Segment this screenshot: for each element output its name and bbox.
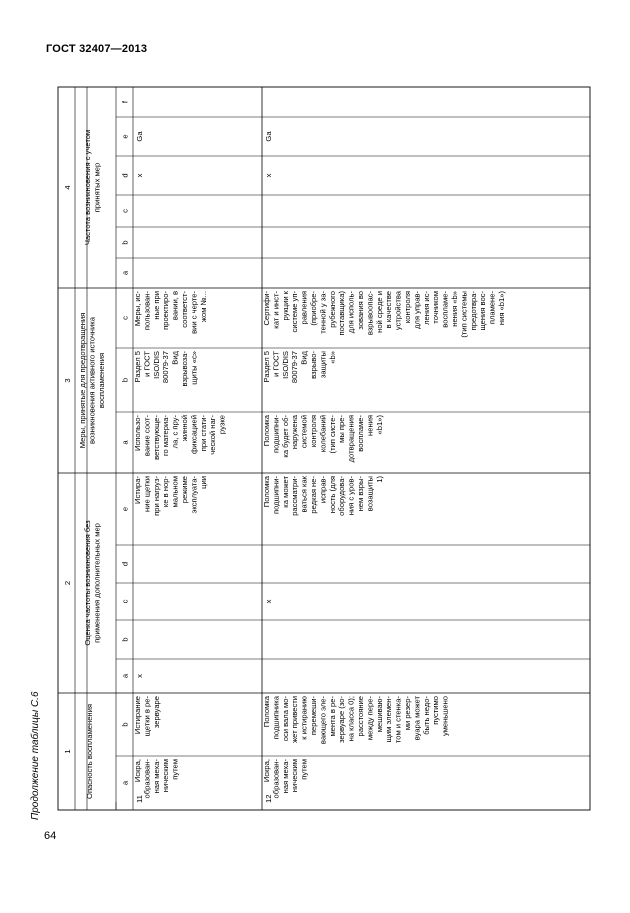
cell-documentation: системе уп-	[290, 291, 300, 333]
cell-documentation: Меры, ис-	[133, 291, 142, 327]
subcolumn-letter: b	[120, 377, 130, 383]
row-number: 12	[264, 794, 273, 803]
cell-frequency-justification: возащиты	[365, 476, 375, 512]
cell-standard-ref: 80079-37	[290, 351, 300, 384]
cell-documentation: (тип системы	[459, 291, 469, 338]
subcolumn-letter: b	[120, 240, 130, 245]
cell-documentation: Сертифи-	[262, 291, 271, 326]
page-number: 64	[44, 830, 57, 842]
cell-measure: контроля	[309, 415, 318, 448]
cell-documentation: жом №...	[198, 291, 208, 323]
cell-standard-ref: 80079-37	[161, 351, 171, 384]
cell-documentation: кат и инст-	[271, 291, 281, 329]
subcolumn-letter: c	[120, 316, 130, 320]
cell-standard-ref: щиты «с»	[189, 351, 199, 385]
cell-frequency-justification: ность (для	[327, 476, 337, 514]
cell-ignition-hazard: ная меха-	[280, 759, 290, 794]
group-number: 3	[63, 378, 72, 383]
subcolumn-letter: a	[120, 270, 130, 276]
cell-hazard-cause: вающего эле-	[318, 696, 328, 745]
group-number: 1	[63, 749, 72, 754]
cell-ignition-hazard: ническим	[161, 759, 171, 793]
cell-hazard-cause: том и стенка-	[393, 696, 403, 744]
cell-documentation: рукции к	[280, 291, 290, 321]
group-title: принятых мер	[92, 162, 102, 213]
cell-documentation: точником	[431, 291, 441, 324]
subcolumn-letter: a	[120, 440, 130, 445]
cell-ignition-hazard: образован-	[142, 759, 152, 799]
cell-documentation: взрывоопас-	[365, 291, 375, 336]
cell-hazard-cause: пустимо	[431, 696, 441, 725]
cell-measure: рузке	[217, 415, 227, 435]
cell-measure: дотвращения	[346, 415, 356, 463]
cell-hazard-cause: перемеши-	[309, 696, 318, 736]
subcolumn-letter: c	[120, 599, 130, 604]
cell-frequency-justification: ке в нор-	[161, 476, 171, 508]
cell-measure: нения	[365, 415, 375, 436]
cell-measure: ческой наг-	[208, 415, 218, 455]
cell-mark: Ga	[264, 131, 273, 142]
cell-measure: жинной	[180, 415, 189, 442]
cell-documentation: (приобре-	[309, 291, 318, 326]
subcolumn-letter: d	[120, 561, 130, 567]
table-continuation-caption: Продолжение таблицы С.6	[30, 691, 41, 820]
cell-hazard-cause: Поломка	[262, 696, 271, 728]
cell-measure: мы пре-	[337, 415, 347, 443]
group-number: 4	[63, 185, 72, 190]
cell-measure: воспламе-	[356, 415, 365, 452]
cell-hazard-cause: быть недо-	[421, 696, 431, 735]
subcolumn-letter: e	[120, 134, 130, 139]
cell-frequency-justification: подшипни-	[271, 476, 281, 515]
subcolumn-letter: a	[120, 780, 130, 786]
subcolumn-letter: b	[120, 722, 130, 727]
cell-ignition-hazard: образован-	[271, 759, 281, 799]
subcolumn-letter: c	[120, 209, 130, 213]
cell-frequency-justification: ваться как	[299, 476, 309, 513]
group-title: применения дополнительных мер	[92, 523, 102, 643]
cell-measure: ветствующе-	[151, 415, 161, 460]
cell-measure: фиксацией	[189, 415, 199, 454]
cell-measure: Поломка	[262, 415, 271, 447]
subcolumn-letter: a	[120, 673, 130, 679]
cell-frequency-justification: оборудова-	[337, 476, 347, 516]
cell-measure: ла, с пру-	[170, 415, 180, 449]
cell-ignition-hazard: ническим	[290, 759, 300, 793]
cell-documentation: зования во	[356, 291, 365, 330]
cell-measure: Использо-	[133, 415, 142, 451]
cell-frequency-justification: нем взры-	[356, 476, 365, 512]
cell-standard-ref: защиты	[318, 351, 328, 379]
group-title: Частота возникновения с учетом	[83, 129, 92, 246]
cell-frequency-justification: эксплуата-	[189, 476, 199, 514]
cell-measure: подшипни-	[271, 415, 281, 454]
cell-ignition-hazard: Искра,	[262, 759, 271, 783]
cell-documentation: контроля	[403, 291, 412, 324]
cell-hazard-cause: на класса 0);	[346, 696, 356, 742]
cell-frequency-justification: Поломка	[262, 476, 271, 508]
cell-hazard-cause: вуара может	[412, 696, 422, 741]
cell-hazard-cause: уменьшено	[440, 696, 450, 737]
cell-frequency-justification: рассматри-	[290, 476, 300, 516]
cell-frequency-justification: ния с уров-	[346, 476, 356, 516]
cell-documentation: в качестве	[384, 291, 394, 329]
group-number: 2	[63, 580, 72, 586]
group-title: Опасность воспламенения	[85, 704, 94, 799]
cell-mark: Ga	[135, 131, 144, 142]
cell-documentation: предотвра-	[468, 291, 478, 331]
cell-standard-ref: Раздел 5	[262, 351, 271, 383]
cell-documentation: пламене-	[487, 291, 497, 325]
group-title: воспламенения	[97, 352, 106, 409]
cell-standard-ref: Вид	[299, 351, 309, 365]
cell-measure: системой	[299, 415, 309, 449]
cell-hazard-cause: мешиваю-	[374, 696, 384, 733]
cell-documentation: ные при	[151, 291, 161, 320]
cell-hazard-cause: зервуаре	[151, 696, 161, 729]
cell-documentation: поставщика)	[337, 291, 347, 336]
cell-hazard-cause: жет привести	[290, 696, 300, 743]
cell-standard-ref: взрыво-	[309, 351, 318, 379]
cell-frequency-justification: при нагруз-	[151, 476, 161, 516]
cell-documentation: соответст-	[180, 291, 189, 328]
cell-documentation: рубежного	[327, 291, 337, 328]
cell-mark: x	[264, 599, 273, 604]
cell-standard-ref: «b»	[327, 351, 337, 364]
cell-standard-ref: и ГОСТ	[142, 351, 152, 377]
cell-ignition-hazard: Искра,	[133, 759, 142, 783]
cell-measure: наружена	[290, 415, 300, 450]
group-title: Меры, принятые для предотвращения	[78, 312, 87, 449]
cell-hazard-cause: зервуаре (зо-	[337, 696, 347, 743]
cell-mark: x	[135, 173, 144, 178]
cell-documentation: нения «b»	[450, 291, 459, 327]
cell-documentation: проектиро-	[161, 291, 171, 330]
cell-hazard-cause: подшипника	[271, 696, 281, 740]
cell-hazard-cause: к истиранию	[299, 696, 309, 740]
cell-frequency-justification: мальном	[170, 476, 180, 508]
cell-standard-ref: взрывоза-	[180, 351, 189, 387]
cell-measure: при стати-	[198, 415, 208, 452]
cell-hazard-cause: расстояние	[356, 696, 365, 737]
cell-standard-ref: Вид	[170, 351, 180, 365]
cell-frequency-justification: ка может	[280, 476, 290, 508]
cell-documentation: ной среде и	[374, 291, 384, 333]
cell-hazard-cause: щим элемен-	[384, 696, 394, 743]
cell-documentation: для управ-	[412, 291, 422, 330]
cell-hazard-cause: щетки в ре-	[142, 696, 152, 737]
cell-frequency-justification: Истира-	[133, 476, 142, 504]
cell-ignition-hazard: путем	[299, 759, 309, 780]
cell-frequency-justification: ции	[198, 476, 208, 489]
cell-documentation: тенной у за-	[318, 291, 328, 334]
cell-hazard-cause: оси вала мо-	[280, 696, 290, 742]
cell-documentation: щения вос-	[478, 291, 488, 331]
cell-measure: (тип систе-	[327, 415, 337, 454]
subcolumn-letter: d	[120, 173, 130, 178]
cell-measure: го материа-	[161, 415, 171, 457]
cell-ignition-hazard: ная меха-	[151, 759, 161, 794]
cell-mark: x	[264, 173, 273, 178]
cell-hazard-cause: мента в ре-	[327, 696, 337, 737]
cell-standard-ref: ISO/DIS	[280, 351, 290, 379]
subcolumn-letter: b	[120, 637, 130, 642]
cell-documentation: пользован-	[142, 291, 152, 331]
row-number: 11	[135, 795, 144, 803]
cell-frequency-justification: редкая не-	[309, 476, 318, 514]
cell-documentation: равления	[299, 291, 309, 325]
cell-measure: «b1»)	[374, 415, 384, 435]
cell-measure: вание соот-	[142, 415, 152, 457]
cell-documentation: для исполь-	[346, 291, 356, 334]
group-title: возникновения активного источника	[87, 317, 97, 444]
cell-measure: колебаний	[318, 415, 328, 453]
document-header: ГОСТ 32407—2013	[46, 43, 148, 55]
cell-hazard-cause: ми резер-	[403, 696, 412, 731]
cell-frequency-justification: режиме	[180, 476, 189, 504]
cell-measure: ка будет об-	[280, 415, 290, 458]
cell-frequency-justification: исправ-	[318, 476, 328, 504]
cell-mark: x	[135, 674, 144, 678]
cell-documentation: вании, в	[170, 291, 180, 321]
subcolumn-letter: e	[120, 506, 130, 512]
cell-standard-ref: и ГОСТ	[271, 351, 281, 377]
cell-documentation: ления ис-	[421, 291, 431, 325]
cell-standard-ref: Раздел 5	[133, 351, 142, 383]
group-title: Оценка частоты возникновения без	[83, 520, 92, 646]
cell-documentation: воспламе-	[440, 291, 450, 328]
cell-frequency-justification: ние щетки	[142, 476, 152, 512]
cell-standard-ref: ISO/DIS	[151, 351, 161, 379]
cell-documentation: ния «b1»)	[497, 291, 506, 326]
subcolumn-letter: f	[120, 100, 130, 104]
cell-documentation: устройства	[393, 291, 403, 331]
cell-hazard-cause: Истирание	[133, 696, 142, 735]
cell-ignition-hazard: путем	[170, 759, 180, 780]
cell-documentation: вии с черте-	[189, 291, 199, 334]
cell-hazard-cause: между пере-	[365, 696, 375, 741]
cell-frequency-justification: 1)	[374, 476, 384, 483]
